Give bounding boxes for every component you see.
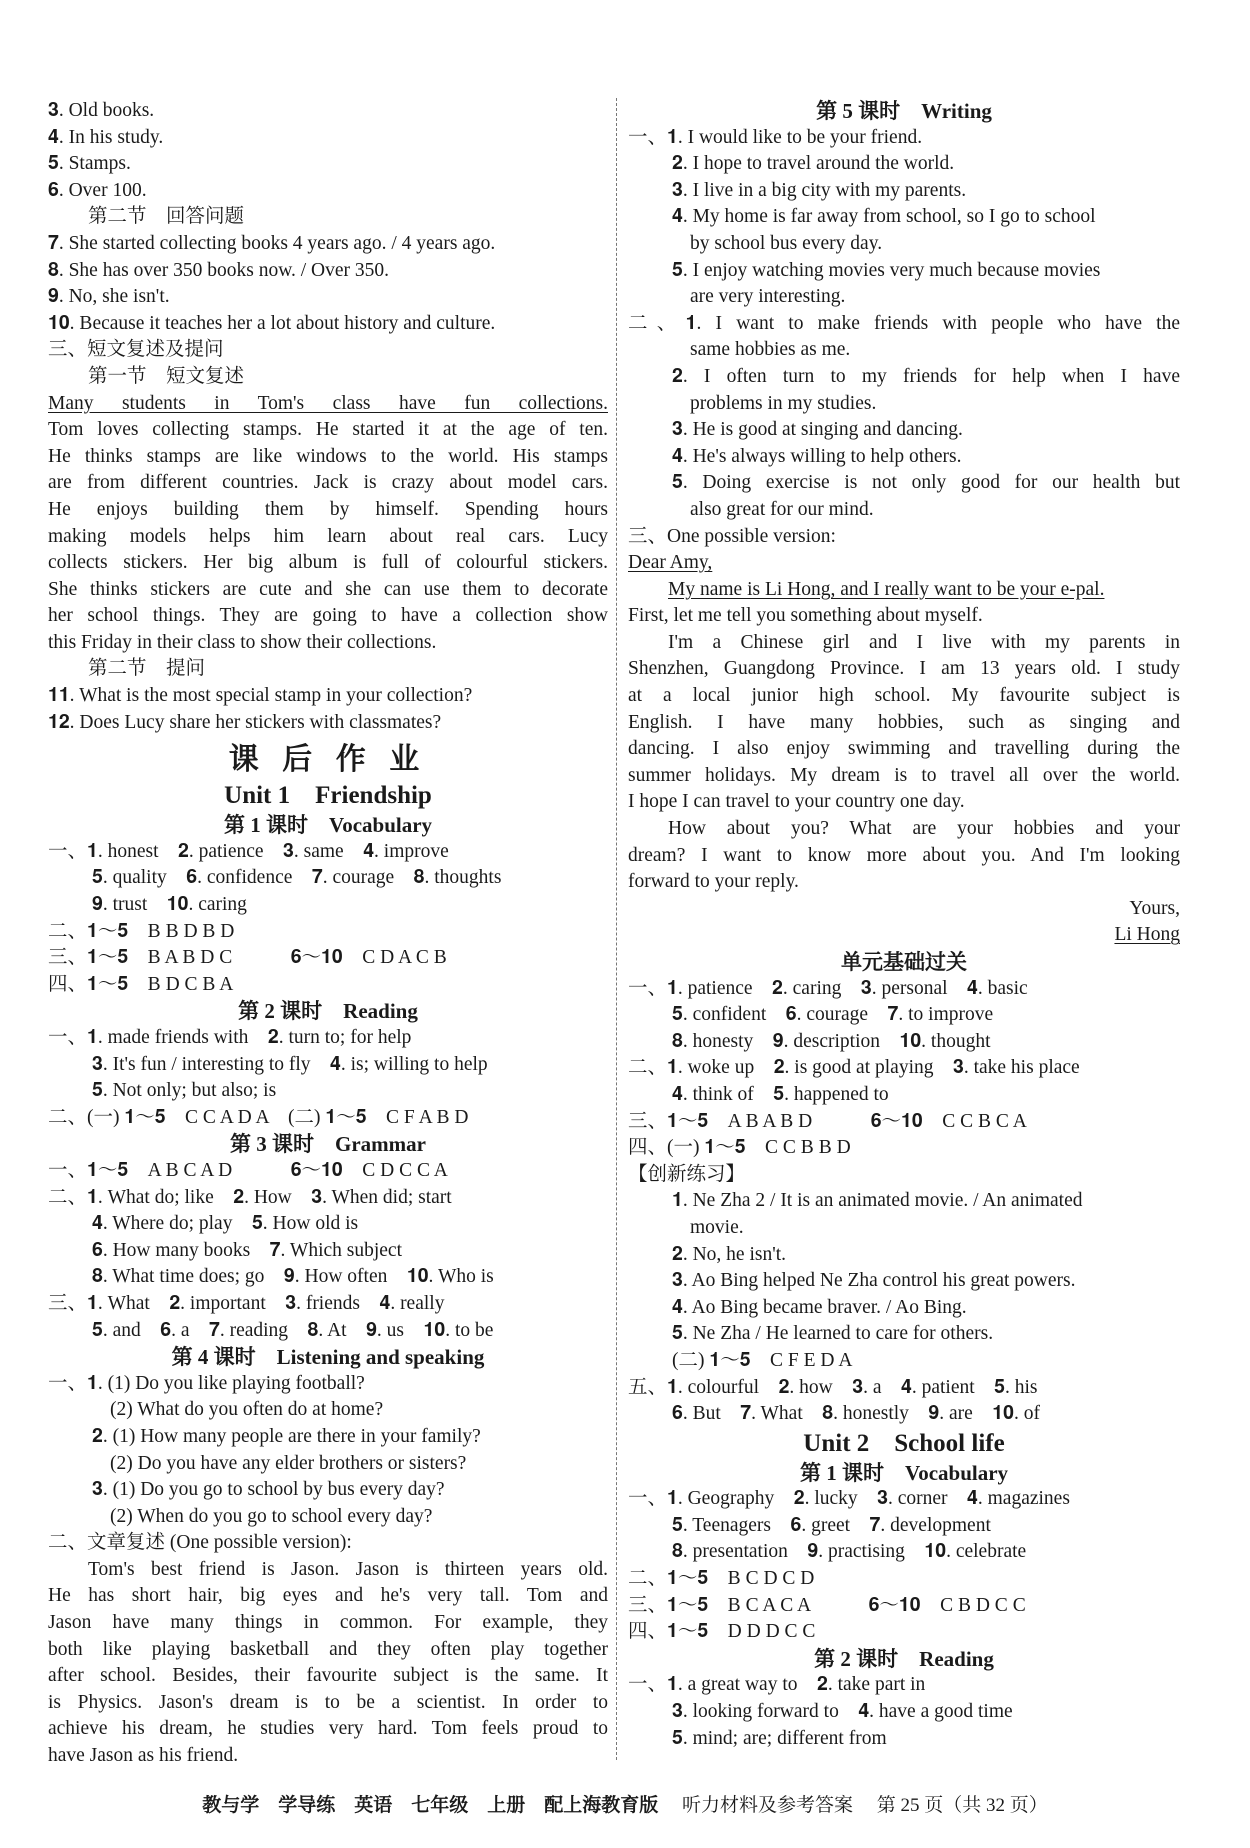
text-line: 𝟒. My home is far away from school, so I go to school bbox=[672, 206, 1096, 228]
text-line: 四、(一) 𝟏～𝟓 C C B B D bbox=[628, 1137, 851, 1159]
text-line: 一、𝟏. patience 𝟐. caring 𝟑. personal 𝟒. basic bbox=[628, 977, 1028, 999]
text-line: 𝟒. In his study. bbox=[48, 126, 164, 148]
left-column bbox=[48, 98, 608, 1770]
text-line: 𝟏𝟎. Because it teaches her a lot about history and culture. bbox=[48, 312, 496, 334]
text-line: 𝟓. and 𝟔. a 𝟕. reading 𝟖. At 𝟗. us 𝟏𝟎. to be bbox=[92, 1319, 494, 1341]
text-line: after school. Besides, their favourite subject is the same. It bbox=[48, 1665, 608, 1687]
text-line: 三、𝟏～𝟓 B A B D C 𝟔～𝟏𝟎 C D A C B bbox=[48, 947, 447, 969]
text-line: 𝟑. Ao Bing helped Ne Zha control his great powers. bbox=[672, 1270, 1076, 1292]
text-line: Li Hong bbox=[1114, 924, 1180, 946]
text-line: 三、One possible version: bbox=[628, 525, 836, 547]
text-line: 𝟓. Stamps. bbox=[48, 153, 131, 175]
text-line: 一、𝟏. made friends with 𝟐. turn to; for help bbox=[48, 1027, 412, 1048]
text-line: 四、𝟏～𝟓 D D D C C bbox=[628, 1621, 816, 1643]
text-line: Jason have many things in common. For example, they bbox=[48, 1612, 608, 1634]
column-divider bbox=[616, 98, 617, 1760]
text-line: 𝟗. trust 𝟏𝟎. caring bbox=[92, 894, 247, 916]
text-line: 𝟑. It's fun / interesting to fly 𝟒. is; willing to help bbox=[92, 1053, 488, 1075]
text-line: dancing. I also enjoy swimming and travelling during the bbox=[628, 738, 1180, 760]
text-line: also great for our mind. bbox=[690, 498, 874, 520]
text-line: 𝟒. think of 𝟓. happened to bbox=[672, 1083, 889, 1105]
text-line: Tom loves collecting stamps. He started it at the age of ten. bbox=[48, 419, 608, 441]
text-line: 𝟑. Old books. bbox=[48, 100, 155, 121]
footer-section: 听力材料及参考答案 bbox=[681, 1795, 853, 1816]
text-line: 二、文章复述 (One possible version): bbox=[48, 1532, 352, 1554]
text-line: 𝟗. No, she isn't. bbox=[48, 286, 170, 308]
lesson-heading: 第 4 课时 Listening and speaking bbox=[171, 1345, 485, 1370]
text-line: 一、𝟏. a great way to 𝟐. take part in bbox=[628, 1674, 926, 1696]
text-line: Yours, bbox=[1129, 897, 1180, 919]
text-line: 𝟖. She has over 350 books now. / Over 350. bbox=[48, 259, 390, 281]
page-footer bbox=[0, 1790, 1250, 1817]
text-line: He enjoys building them by himself. Spending hours bbox=[48, 498, 608, 520]
text-line: 一、𝟏. Geography 𝟐. lucky 𝟑. corner 𝟒. magazines bbox=[628, 1488, 1070, 1510]
text-line: are from different countries. Jack is crazy about model cars. bbox=[48, 472, 608, 494]
text-line: 𝟖. presentation 𝟗. practising 𝟏𝟎. celebrate bbox=[672, 1541, 1027, 1563]
text-line: 𝟏𝟐. Does Lucy share her stickers with classmates? bbox=[48, 711, 442, 733]
text-line: (二) 𝟏～𝟓 C F E D A bbox=[672, 1349, 853, 1371]
text-line: He has short hair, big eyes and he's very tall. Tom and bbox=[48, 1585, 608, 1607]
text-line: 第二节 提问 bbox=[88, 658, 206, 680]
unit-heading: Unit 1 Friendship bbox=[224, 782, 432, 810]
text-line: Many students in Tom's class have fun collections. bbox=[48, 392, 608, 414]
text-line: achieve his dream, he studies very hard. Tom feels proud to bbox=[48, 1718, 608, 1740]
lesson-heading: 第 2 课时 Reading bbox=[814, 1646, 994, 1671]
text-line: 五、𝟏. colourful 𝟐. how 𝟑. a 𝟒. patient 𝟓. his bbox=[628, 1376, 1038, 1398]
right-column bbox=[628, 98, 1180, 1752]
text-line: I hope I can travel to your country one day. bbox=[628, 791, 965, 813]
text-line: How about you? What are your hobbies and your bbox=[668, 818, 1180, 840]
lesson-heading: 第 3 课时 Grammar bbox=[230, 1132, 426, 1157]
text-line: 𝟓. Ne Zha / He learned to care for others. bbox=[672, 1323, 994, 1345]
text-line: I'm a Chinese girl and I live with my parents in bbox=[668, 631, 1180, 653]
text-line: First, let me tell you something about myself. bbox=[628, 605, 983, 627]
text-line: 𝟐. I often turn to my friends for help when I have bbox=[672, 365, 1180, 387]
text-line: this Friday in their class to show their collections. bbox=[48, 631, 437, 653]
text-line: 𝟑. He is good at singing and dancing. bbox=[672, 419, 963, 441]
text-line: 𝟑. I live in a big city with my parents. bbox=[672, 179, 967, 201]
text-line: 𝟐. I hope to travel around the world. bbox=[672, 153, 955, 175]
unit-heading: Unit 2 School life bbox=[803, 1429, 1005, 1457]
text-line: 𝟓. quality 𝟔. confidence 𝟕. courage 𝟖. thoughts bbox=[92, 867, 502, 889]
text-line: 𝟒. Where do; play 𝟓. How old is bbox=[92, 1213, 359, 1235]
text-line: 二、(一) 𝟏～𝟓 C C A D A (二) 𝟏～𝟓 C F A B D bbox=[48, 1106, 469, 1128]
text-line: both like playing basketball and they often play together bbox=[48, 1638, 608, 1660]
text-line: 二、𝟏. I want to make friends with people who have the bbox=[628, 312, 1180, 334]
text-line: forward to your reply. bbox=[628, 871, 799, 893]
text-line: 一、𝟏. honest 𝟐. patience 𝟑. same 𝟒. improve bbox=[48, 840, 449, 862]
text-line: 𝟓. Doing exercise is not only good for our health but bbox=[672, 472, 1180, 494]
lesson-heading: 第 2 课时 Reading bbox=[238, 999, 418, 1024]
text-line: 𝟓. mind; are; different from bbox=[672, 1727, 887, 1749]
text-line: are very interesting. bbox=[690, 286, 846, 308]
text-line: 𝟐. (1) How many people are there in your family? bbox=[92, 1425, 481, 1447]
text-line: 𝟔. But 𝟕. What 𝟖. honestly 𝟗. are 𝟏𝟎. of bbox=[672, 1403, 1040, 1425]
text-line: 𝟏. Ne Zha 2 / It is an animated movie. / An animated bbox=[672, 1190, 1083, 1212]
text-line: 一、𝟏～𝟓 A B C A D 𝟔～𝟏𝟎 C D C C A bbox=[48, 1159, 448, 1181]
text-line: summer holidays. My dream is to travel all over the world. bbox=[628, 764, 1180, 786]
lesson-heading: 第 1 课时 Vocabulary bbox=[223, 813, 433, 838]
text-line: 𝟓. I enjoy watching movies very much because movies bbox=[672, 259, 1101, 281]
text-line: making models helps him learn about real cars. Lucy bbox=[48, 525, 608, 547]
lesson-heading: 第 1 课时 Vocabulary bbox=[799, 1460, 1009, 1485]
text-line: same hobbies as me. bbox=[690, 339, 851, 361]
text-line: 𝟓. confident 𝟔. courage 𝟕. to improve bbox=[672, 1004, 994, 1026]
text-line: (2) Do you have any elder brothers or sisters? bbox=[110, 1452, 467, 1474]
text-line: movie. bbox=[690, 1216, 744, 1238]
text-line: problems in my studies. bbox=[690, 392, 877, 414]
footer-page-number: 第 25 页（共 32 页） bbox=[876, 1795, 1048, 1816]
text-line: (2) When do you go to school every day? bbox=[110, 1505, 433, 1527]
text-line: Dear Amy, bbox=[628, 552, 713, 574]
text-line: 𝟕. She started collecting books 4 years ago. / 4 years ago. bbox=[48, 232, 496, 254]
text-line: 𝟐. No, he isn't. bbox=[672, 1243, 787, 1265]
text-line: Shenzhen, Guangdong Province. I am 13 years old. I study bbox=[628, 658, 1180, 680]
text-line: 𝟔. How many books 𝟕. Which subject bbox=[92, 1239, 402, 1261]
text-line: 第一节 短文复述 bbox=[88, 365, 245, 387]
text-line: 三、𝟏～𝟓 B C A C A 𝟔～𝟏𝟎 C B D C C bbox=[628, 1594, 1026, 1616]
footer-brand: 教与学 学导练 英语 七年级 上册 配上海教育版 bbox=[202, 1795, 659, 1816]
text-line: Tom's best friend is Jason. Jason is thirteen years old. bbox=[88, 1558, 608, 1580]
section-title: 课 后 作 业 bbox=[228, 743, 428, 777]
text-line: (2) What do you often do at home? bbox=[110, 1399, 384, 1421]
text-line: have Jason as his friend. bbox=[48, 1745, 239, 1767]
text-line: My name is Li Hong, and I really want to be your e-pal. bbox=[668, 578, 1105, 600]
text-line: 𝟑. (1) Do you go to school by bus every day? bbox=[92, 1479, 445, 1501]
text-line: 【创新练习】 bbox=[628, 1163, 746, 1185]
text-line: 𝟔. Over 100. bbox=[48, 179, 147, 201]
text-line: 二、𝟏. What do; like 𝟐. How 𝟑. When did; start bbox=[48, 1186, 452, 1208]
text-line: She thinks stickers are cute and she can use them to decorate bbox=[48, 578, 608, 600]
text-line: dream? I want to know more about you. And I'm looking bbox=[628, 844, 1180, 866]
text-line: 𝟑. looking forward to 𝟒. have a good time bbox=[672, 1701, 1013, 1723]
text-line: at a local junior high school. My favourite subject is bbox=[628, 685, 1180, 707]
text-line: 二、𝟏. woke up 𝟐. is good at playing 𝟑. take his place bbox=[628, 1057, 1080, 1079]
text-line: 三、𝟏. What 𝟐. important 𝟑. friends 𝟒. really bbox=[48, 1292, 445, 1314]
text-line: 三、短文复述及提问 bbox=[48, 339, 224, 361]
text-line: is Physics. Jason's dream is to be a scientist. In order to bbox=[48, 1691, 608, 1713]
text-line: 第二节 回答问题 bbox=[88, 206, 245, 228]
text-line: 四、𝟏～𝟓 B D C B A bbox=[48, 973, 234, 995]
text-line: 一、𝟏. (1) Do you like playing football? bbox=[48, 1372, 365, 1394]
text-line: 二、𝟏～𝟓 B C D C D bbox=[628, 1568, 815, 1590]
text-line: 𝟒. Ao Bing became braver. / Ao Bing. bbox=[672, 1296, 967, 1318]
text-line: by school bus every day. bbox=[690, 232, 883, 254]
lesson-heading: 第 5 课时 Writing bbox=[816, 99, 992, 123]
text-line: 𝟒. He's always willing to help others. bbox=[672, 445, 962, 467]
text-line: 𝟖. What time does; go 𝟗. How often 𝟏𝟎. Who is bbox=[92, 1266, 494, 1288]
text-line: He thinks stamps are like windows to the world. His stamps bbox=[48, 445, 608, 467]
lesson-heading: 单元基础过关 bbox=[841, 950, 967, 974]
text-line: 𝟓. Teenagers 𝟔. greet 𝟕. development bbox=[672, 1514, 991, 1536]
text-line: 𝟖. honesty 𝟗. description 𝟏𝟎. thought bbox=[672, 1030, 991, 1052]
text-line: English. I have many hobbies, such as singing and bbox=[628, 711, 1180, 733]
text-line: collects stickers. Her big album is full of colourful stickers. bbox=[48, 552, 608, 574]
text-line: 一、𝟏. I would like to be your friend. bbox=[628, 126, 923, 148]
text-line: her school things. They are going to have a collection show bbox=[48, 605, 608, 627]
text-line: 𝟓. Not only; but also; is bbox=[92, 1080, 277, 1102]
text-line: 二、𝟏～𝟓 B B D B D bbox=[48, 920, 235, 942]
text-line: 三、𝟏～𝟓 A B A B D 𝟔～𝟏𝟎 C C B C A bbox=[628, 1110, 1027, 1132]
text-line: 𝟏𝟏. What is the most special stamp in your collection? bbox=[48, 685, 473, 707]
